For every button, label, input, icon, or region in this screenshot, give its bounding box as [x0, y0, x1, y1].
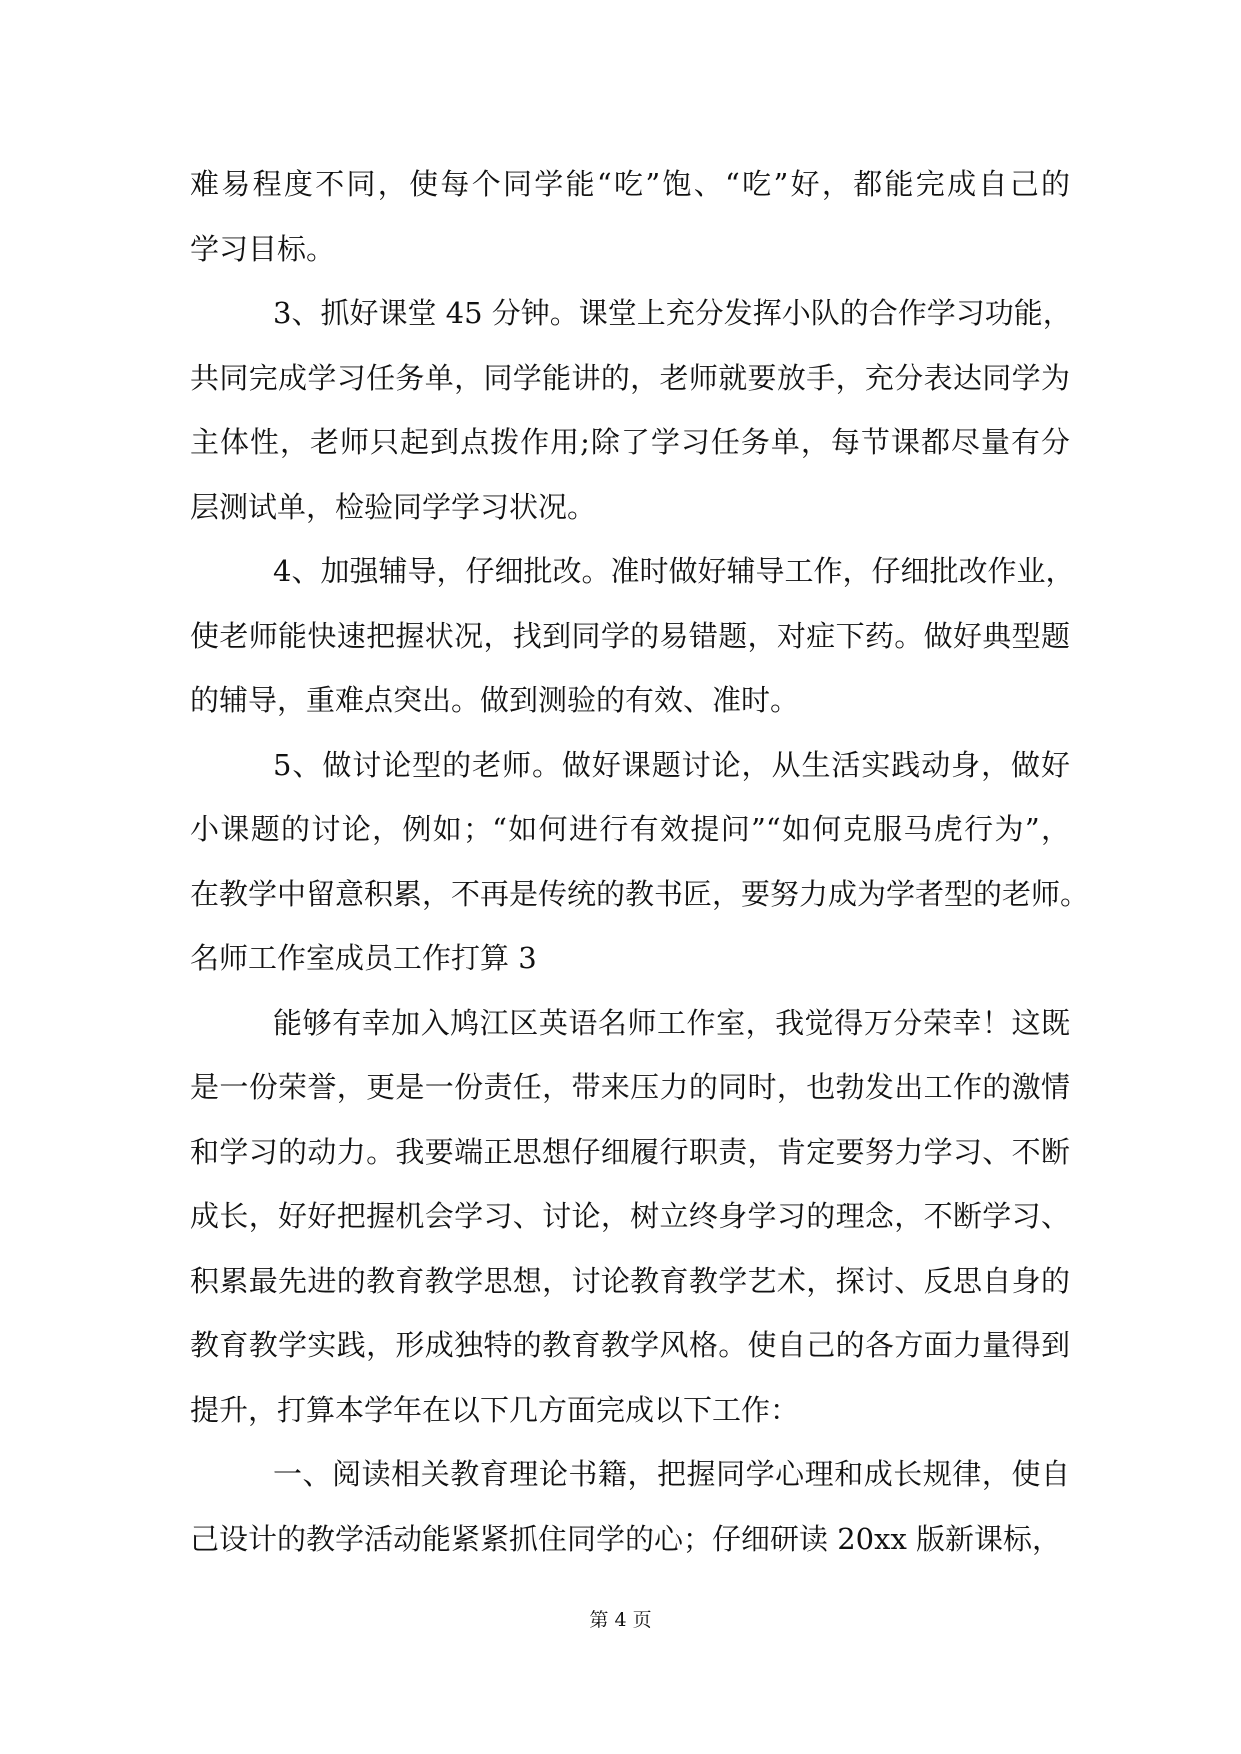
paragraph-line: 在教学中留意积累，不再是传统的教书匠，要努力成为学者型的老师。 — [190, 876, 1090, 911]
paragraph-line: 成长，好好把握机会学习、讨论，树立终身学习的理念，不断学习、 — [190, 1199, 1070, 1233]
paragraph-line: 己设计的教学活动能紧紧抓住同学的心；仔细研读 20xx 版新课标， — [190, 1521, 1062, 1556]
paragraph-line: 和学习的动力。我要端正思想仔细履行职责，肯定要努力学习、不断 — [190, 1134, 1070, 1169]
section-heading: 名师工作室成员工作打算 3 — [190, 941, 537, 975]
paragraph-line: 小课题的讨论，例如；“如何进行有效提问”“如何克服马虎行为”， — [190, 812, 1070, 846]
paragraph-line: 能够有幸加入鸠江区英语名师工作室，我觉得万分荣幸！这既 — [273, 1005, 1070, 1040]
paragraph-line: 提升，打算本学年在以下几方面完成以下工作： — [190, 1392, 800, 1427]
paragraph-line: 使老师能快速把握状况，找到同学的易错题，对症下药。做好典型题 — [190, 618, 1070, 653]
document-body — [190, 152, 1090, 1571]
paragraph-line: 5、做讨论型的老师。做好课题讨论，从生活实践动身，做好 — [273, 747, 1070, 782]
paragraph-line: 难易程度不同，使每个同学能“吃”饱、“吃”好，都能完成自己的 — [190, 167, 1070, 201]
paragraph-line: 3、抓好课堂 45 分钟。课堂上充分发挥小队的合作学习功能， — [273, 296, 1072, 330]
paragraph-line: 积累最先进的教育教学思想，讨论教育教学艺术，探讨、反思自身的 — [190, 1263, 1070, 1298]
paragraph-line: 的辅导，重难点突出。做到测验的有效、准时。 — [190, 683, 800, 717]
paragraph-line: 是一份荣誉，更是一份责任，带来压力的同时，也勃发出工作的激情 — [190, 1070, 1070, 1104]
paragraph-line: 共同完成学习任务单，同学能讲的，老师就要放手，充分表达同学为 — [190, 360, 1070, 395]
paragraph-line: 教育教学实践，形成独特的教育教学风格。使自己的各方面力量得到 — [190, 1328, 1070, 1362]
page-number: 第 4 页 — [589, 1609, 652, 1631]
paragraph-line: 4、加强辅导，仔细批改。准时做好辅导工作，仔细批改作业， — [273, 554, 1075, 588]
paragraph-line: 层测试单，检验同学学习状况。 — [190, 489, 597, 524]
paragraph-line: 一、阅读相关教育理论书籍，把握同学心理和成长规律，使自 — [273, 1457, 1070, 1491]
paragraph-line: 主体性，老师只起到点拨作用;除了学习任务单，每节课都尽量有分 — [190, 425, 1070, 459]
paragraph-line: 学习目标。 — [190, 231, 336, 266]
